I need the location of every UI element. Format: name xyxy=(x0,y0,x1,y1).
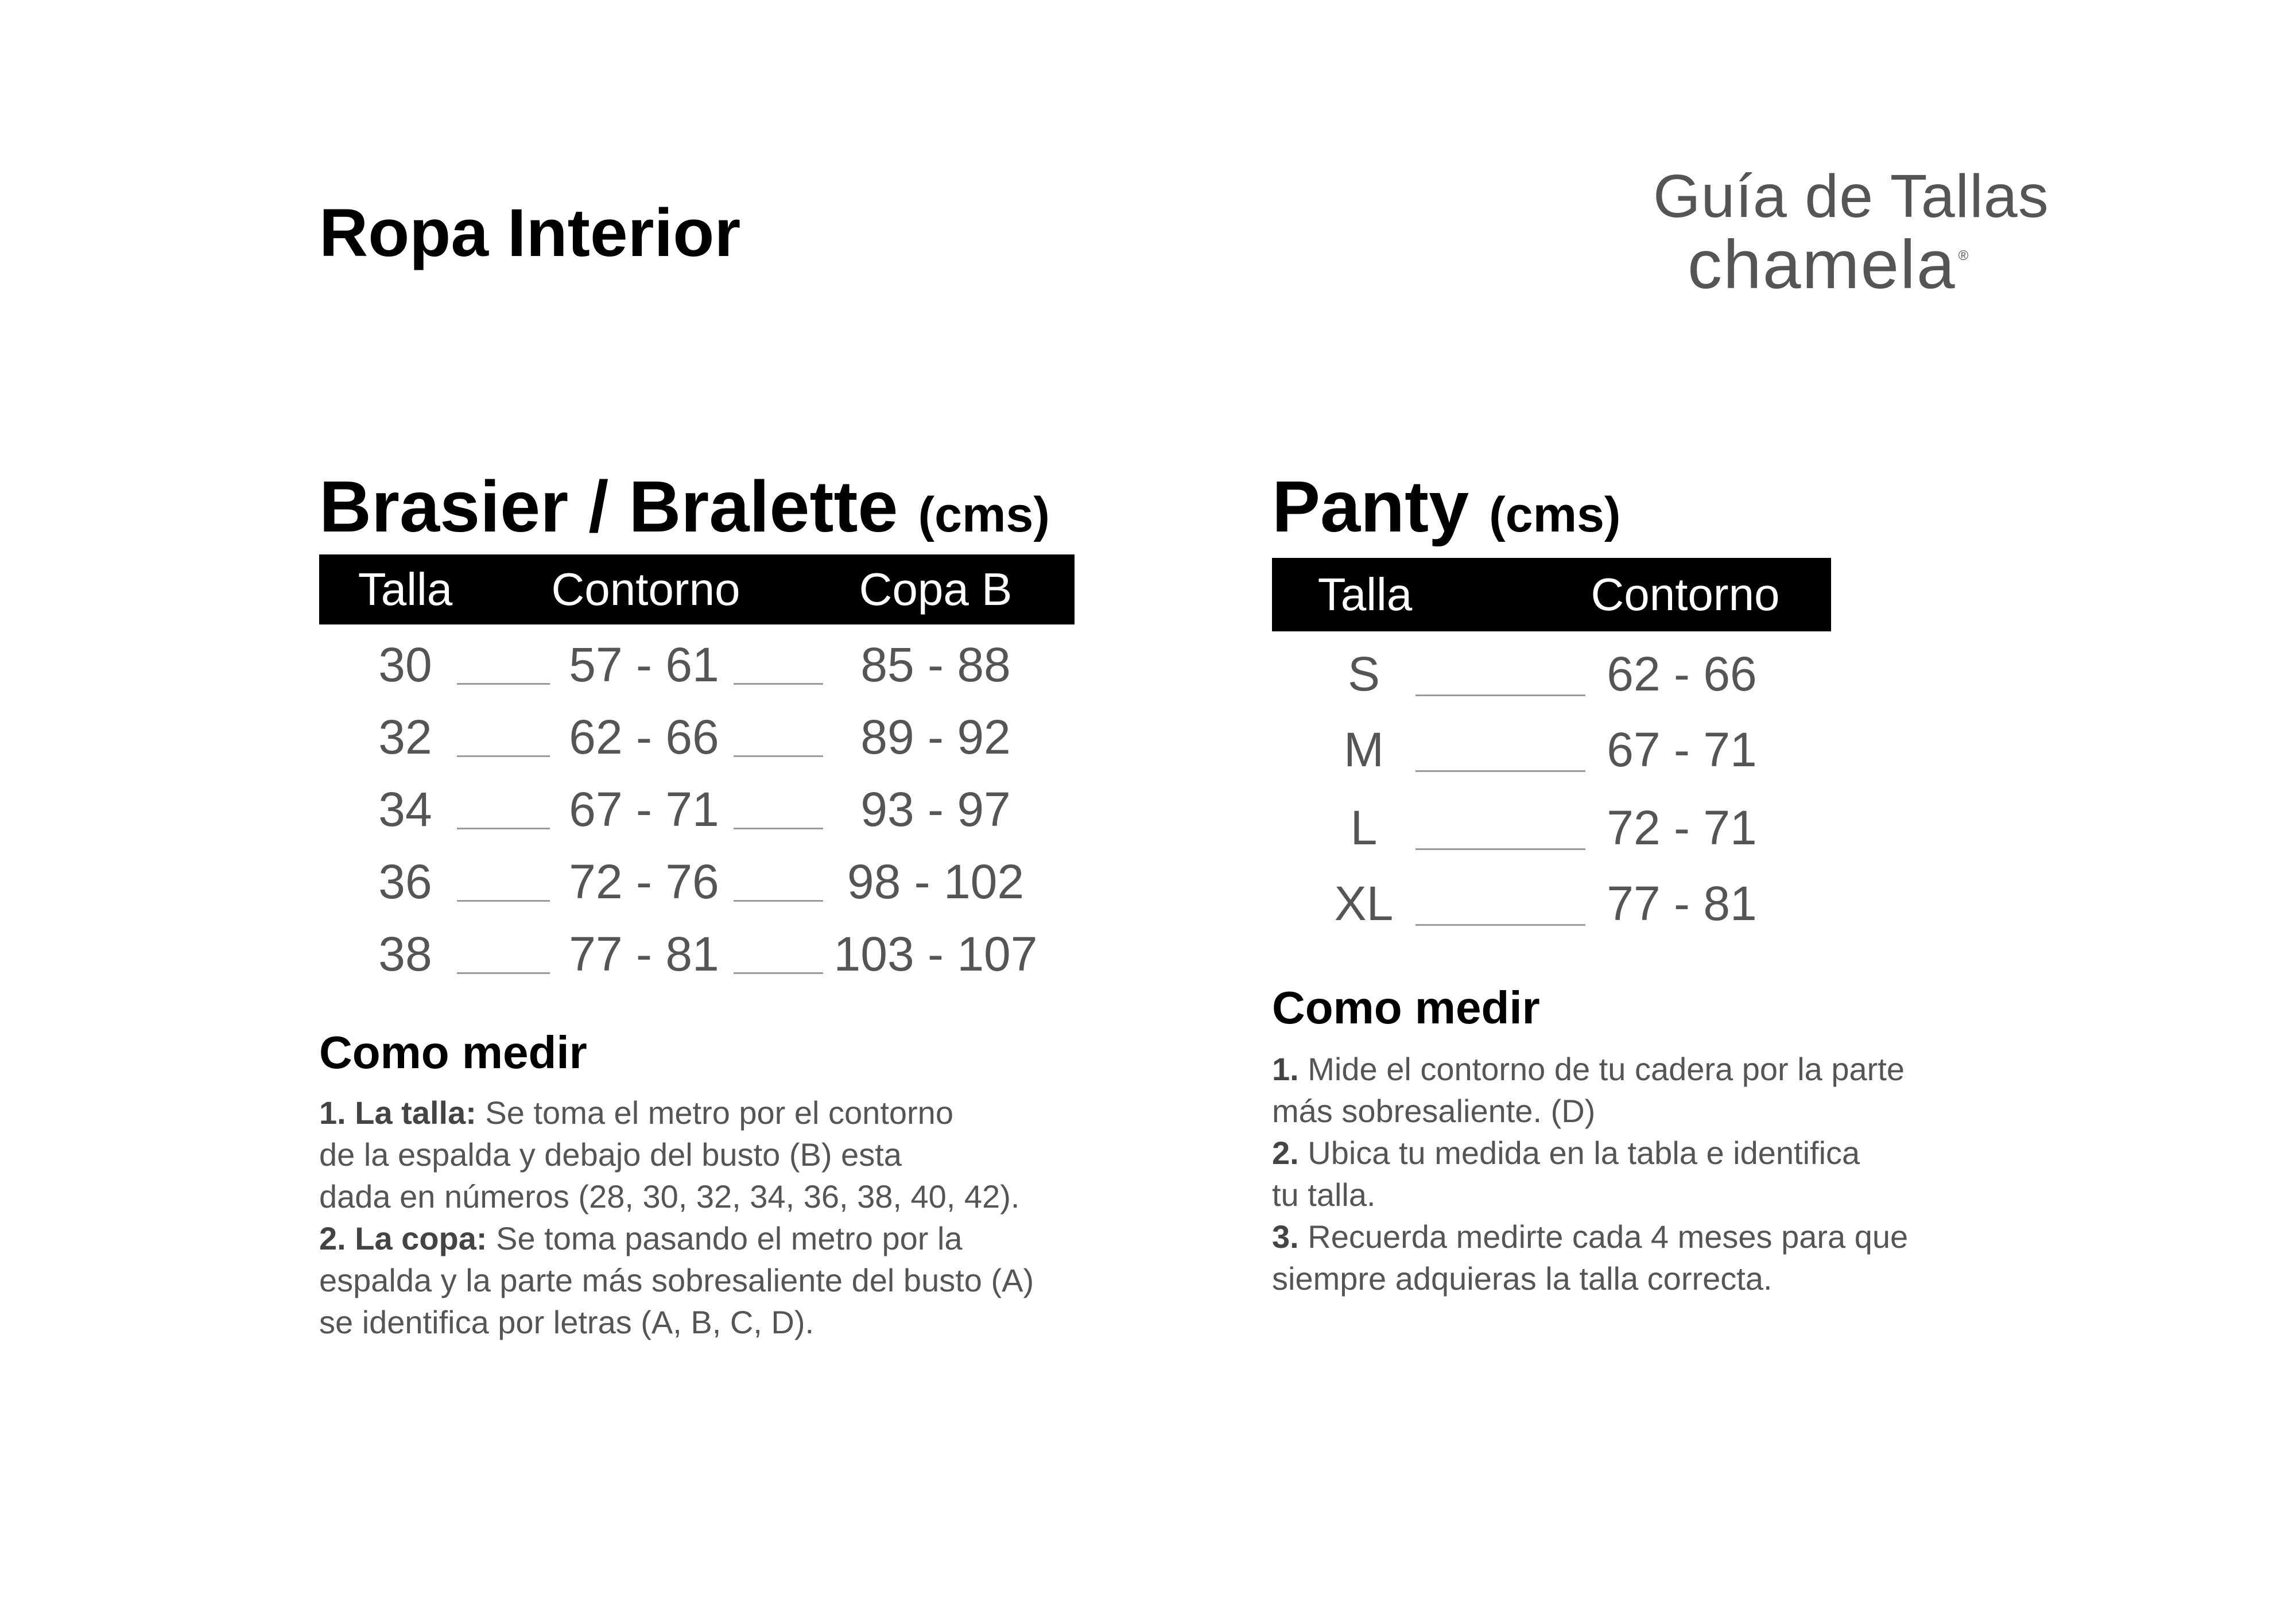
panty-table-header xyxy=(1272,558,1831,631)
brasier-copa-cell: 103 - 107 xyxy=(833,927,1038,981)
brasier-talla-cell: 34 xyxy=(378,782,432,836)
brasier-unit: (cms) xyxy=(918,487,1050,542)
howto-line: se identifica por letras (A, B, C, D). xyxy=(319,1304,815,1340)
brasier-col-contorno: Contorno xyxy=(551,564,740,615)
howto-line: siempre adquieras la talla correcta. xyxy=(1272,1260,1773,1297)
panty-howto-text xyxy=(1272,1048,2076,1299)
brasier-copa-cell: 85 - 88 xyxy=(860,638,1011,692)
howto-line: 2. Ubica tu medida en la tabla e identifica xyxy=(1272,1135,1860,1171)
howto-line: 1. Mide el contorno de tu cadera por la parte xyxy=(1272,1051,1905,1087)
row-divider xyxy=(457,755,550,757)
brasier-talla-cell: 32 xyxy=(378,710,432,764)
step-label: 1. xyxy=(1272,1051,1299,1087)
row-divider xyxy=(1415,848,1585,850)
brand-logo xyxy=(1688,225,1969,304)
panty-talla-cell: L xyxy=(1350,801,1378,855)
row-divider xyxy=(734,683,823,685)
brasier-contorno-cell: 72 - 76 xyxy=(569,855,719,909)
panty-contorno-cell: 72 - 71 xyxy=(1607,801,1757,855)
panty-talla-cell: XL xyxy=(1334,876,1394,930)
guide-title: Guía de Tallas xyxy=(1653,162,2049,230)
step-label: 1. La talla: xyxy=(319,1095,476,1131)
brasier-contorno-cell: 67 - 71 xyxy=(569,782,719,836)
panty-contorno-cell: 77 - 81 xyxy=(1607,876,1757,930)
panty-col-contorno: Contorno xyxy=(1591,569,1780,620)
brasier-talla-cell: 36 xyxy=(378,855,432,909)
row-divider xyxy=(457,900,550,902)
step-label: 2. xyxy=(1272,1135,1299,1171)
howto-line: más sobresaliente. (D) xyxy=(1272,1093,1596,1129)
row-divider xyxy=(734,972,823,974)
brasier-table-header xyxy=(319,554,1075,624)
howto-line: tu talla. xyxy=(1272,1177,1376,1213)
brasier-col-talla: Talla xyxy=(358,564,453,615)
brasier-section-title xyxy=(319,465,1050,548)
panty-col-talla: Talla xyxy=(1317,569,1413,620)
row-divider xyxy=(457,828,550,829)
row-divider xyxy=(457,683,550,685)
panty-title-text: Panty xyxy=(1272,466,1469,547)
panty-section-title xyxy=(1272,465,1621,548)
brasier-talla-cell: 30 xyxy=(378,638,432,692)
row-divider xyxy=(457,972,550,974)
panty-howto-title: Como medir xyxy=(1272,982,1540,1033)
panty-contorno-cell: 62 - 66 xyxy=(1607,647,1757,701)
brasier-copa-cell: 98 - 102 xyxy=(847,855,1025,909)
step-label: 3. xyxy=(1272,1219,1299,1255)
howto-line: 1. La talla: Se toma el metro por el contorno xyxy=(319,1095,953,1131)
registered-mark: ® xyxy=(1958,248,1970,263)
brasier-howto-title: Como medir xyxy=(319,1027,587,1078)
panty-contorno-cell: 67 - 71 xyxy=(1607,723,1757,777)
brasier-contorno-cell: 57 - 61 xyxy=(569,638,719,692)
brasier-copa-cell: 93 - 97 xyxy=(860,782,1011,836)
step-label: 2. La copa: xyxy=(319,1220,487,1256)
brand-name: chamela xyxy=(1688,226,1956,303)
howto-line: 3. Recuerda medirte cada 4 meses para que xyxy=(1272,1219,1909,1255)
brasier-col-copa: Copa B xyxy=(859,564,1013,615)
row-divider xyxy=(734,755,823,757)
row-divider xyxy=(1415,695,1585,696)
brasier-contorno-cell: 77 - 81 xyxy=(569,927,719,981)
panty-talla-cell: S xyxy=(1347,647,1380,701)
brasier-talla-cell: 38 xyxy=(378,927,432,981)
howto-line: de la espalda y debajo del busto (B) esta xyxy=(319,1136,902,1173)
howto-line: dada en números (28, 30, 32, 34, 36, 38, 40, 42). xyxy=(319,1178,1020,1215)
brasier-title-text: Brasier / Bralette xyxy=(319,466,898,547)
row-divider xyxy=(734,828,823,829)
panty-unit: (cms) xyxy=(1489,487,1621,542)
brasier-howto-text xyxy=(319,1092,1134,1343)
row-divider xyxy=(734,900,823,902)
howto-line: espalda y la parte más sobresaliente del busto (A) xyxy=(319,1262,1034,1298)
howto-line: 2. La copa: Se toma pasando el metro por la xyxy=(319,1220,963,1256)
row-divider xyxy=(1415,770,1585,772)
brasier-contorno-cell: 62 - 66 xyxy=(569,710,719,764)
page-title: Ropa Interior xyxy=(319,195,741,271)
panty-talla-cell: M xyxy=(1344,723,1384,777)
brasier-copa-cell: 89 - 92 xyxy=(860,710,1011,764)
row-divider xyxy=(1415,924,1585,926)
